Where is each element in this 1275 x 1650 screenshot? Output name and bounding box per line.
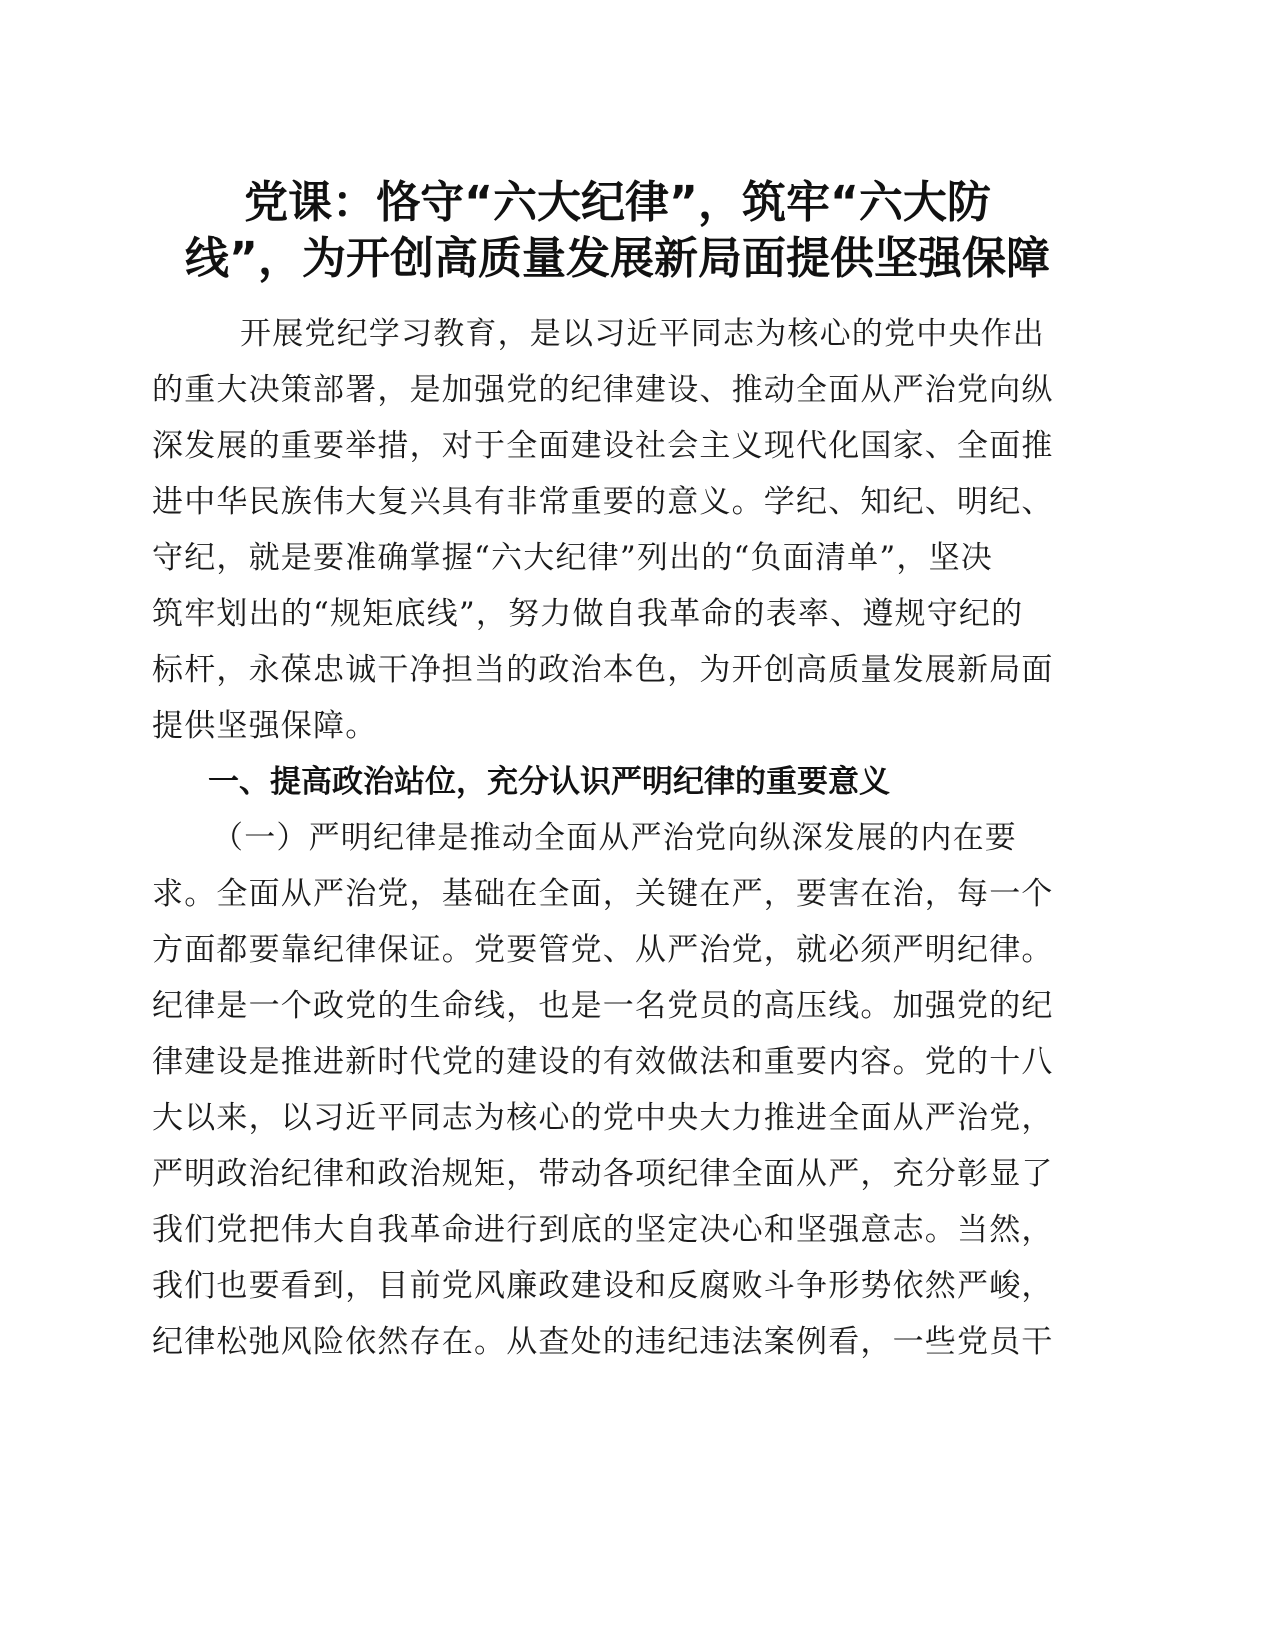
intro-line: 深发展的重要举措，对于全面建设社会主义现代化国家、全面推 <box>152 428 1054 464</box>
intro-line: 进中华民族伟大复兴具有非常重要的意义。学纪、知纪、明纪、 <box>152 484 1054 520</box>
intro-line: 提供坚强保障。 <box>152 708 378 744</box>
section-line: 我们党把伟大自我革命进行到底的坚定决心和坚强意志。当然， <box>152 1212 1054 1248</box>
section-line: 求。全面从严治党，基础在全面，关键在严，要害在治，每一个 <box>152 876 1054 912</box>
intro-line: 守纪，就是要准确掌握“六大纪律”列出的“负面清单”，坚决 <box>152 540 993 576</box>
section-line: 严明政治纪律和政治规矩，带动各项纪律全面从严，充分彰显了 <box>152 1156 1054 1192</box>
intro-line: 开展党纪学习教育，是以习近平同志为核心的党中央作出 <box>240 316 1045 352</box>
intro-line: 的重大决策部署，是加强党的纪律建设、推动全面从严治党向纵 <box>152 372 1054 408</box>
section-line: 纪律是一个政党的生命线，也是一名党员的高压线。加强党的纪 <box>152 988 1054 1024</box>
intro-line: 标杆，永葆忠诚干净担当的政治本色，为开创高质量发展新局面 <box>152 652 1054 688</box>
section-line: 方面都要靠纪律保证。党要管党、从严治党，就必须严明纪律。 <box>152 932 1054 968</box>
section-line: 我们也要看到，目前党风廉政建设和反腐败斗争形势依然严峻， <box>152 1268 1054 1304</box>
document-title-line-1: 党课：恪守“六大纪律”，筑牢“六大防 <box>244 177 991 228</box>
section-heading: 一、提高政治站位，充分认识严明纪律的重要意义 <box>208 764 890 800</box>
section-line: 纪律松弛风险依然存在。从查处的违纪违法案例看，一些党员干 <box>152 1324 1054 1360</box>
section-line: （一）严明纪律是推动全面从严治党向纵深发展的内在要 <box>212 820 1017 856</box>
intro-line: 筑牢划出的“规矩底线”，努力做自我革命的表率、遵规守纪的 <box>152 596 1024 632</box>
section-line: 律建设是推进新时代党的建设的有效做法和重要内容。党的十八 <box>152 1044 1054 1080</box>
document-title-line-2: 线”，为开创高质量发展新局面提供坚强保障 <box>185 233 1050 284</box>
section-line: 大以来，以习近平同志为核心的党中央大力推进全面从严治党， <box>152 1100 1054 1136</box>
